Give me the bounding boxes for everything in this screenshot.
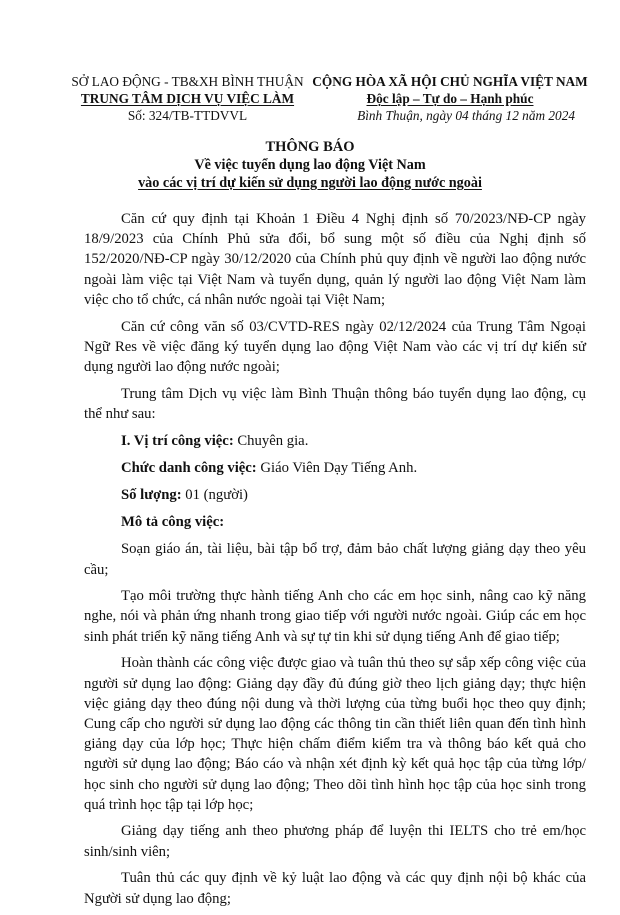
national-motto: [305, 90, 595, 107]
job-description-heading: [84, 512, 586, 532]
national-header: [305, 73, 595, 124]
job-title-value: Giáo Viên Dạy Tiếng Anh.: [256, 459, 418, 476]
document-title: [60, 138, 560, 192]
title-subject-line2-text: vào các vị trí dự kiến sử dụng người lao động nước ngoài: [138, 175, 482, 191]
job-title-label: Chức danh công việc:: [121, 459, 257, 476]
issuer-name-text: TRUNG TÂM DỊCH VỤ VIỆC LÀM: [80, 91, 295, 106]
quantity-label: Số lượng:: [121, 486, 182, 503]
description-item-5: Tuân thủ các quy định về kỷ luật lao động và các quy định nội bộ khác của Người sử dụng lao động;: [84, 870, 586, 907]
document-number: Số: 324/TB-TTDVVL: [127, 108, 248, 123]
issuer-block: [70, 73, 305, 124]
quantity-value: 01 (người): [181, 486, 248, 503]
issuer-parent: SỞ LAO ĐỘNG - TB&XH BÌNH THUẬN: [71, 74, 304, 89]
job-title-line: [84, 458, 586, 478]
issuer-name: [70, 90, 305, 107]
paragraph-legal-basis-2: Căn cứ công văn số 03/CVTD-RES ngày 02/12/2024 của Trung Tâm Ngoại Ngữ Res về việc đăng ký tuyển dụng lao động Việt Nam vào các vị trí dự kiến sử dụng người lao động nước ngoài;: [84, 318, 586, 375]
description-item-1: Soạn giáo án, tài liệu, bài tập bổ trợ, đảm bảo chất lượng giảng dạy theo yêu cầu;: [84, 541, 586, 578]
paragraph-legal-basis-1: Căn cứ quy định tại Khoản 1 Điều 4 Nghị định số 70/2023/NĐ-CP ngày 18/9/2023 của Chính Phủ sửa đổi, bổ sung một số điều của Nghị định số 152/2020/NĐ-CP ngày 30/12/2020 của Chính phủ quy định về người lao động nước ngoài làm việc tại Việt Nam và tuyển dụng, quản lý người lao động Việt Nam làm việc cho tổ chức, cá nhân nước ngoài tại Việt Nam;: [84, 211, 586, 308]
job-position-label: I. Vị trí công việc:: [121, 432, 234, 449]
paragraph-announcement: Trung tâm Dịch vụ việc làm Bình Thuận thông báo tuyển dụng lao động, cụ thể như sau:: [84, 385, 586, 422]
job-position-line: [84, 431, 586, 451]
quantity-line: [84, 485, 586, 505]
job-description-label: Mô tả công việc:: [121, 514, 225, 531]
job-position-value: Chuyên gia.: [233, 432, 309, 449]
description-item-3: Hoàn thành các công việc được giao và tuân thủ theo sự sắp xếp công việc của người sử dụng lao động: Giảng dạy đầy đủ đúng giờ theo lịch giảng dạy; thực hiện việc giảng dạy theo đúng nội dung và thời lượng của từng buổi học theo quy định; Cung cấp cho người sử dụng lao động các thông tin cần thiết liên quan đến tình hình giảng dạy của lớp học; Thực hiện chấm điểm kiểm tra và thông báo kết quả cho người sử dụng lao động; Báo cáo và nhận xét định kỳ kết quả học tập của từng lớp/ học sinh cho người sử dụng lao động; Theo dõi tình hình học tập của học sinh trong quá trình học tập tại lớp học;: [84, 655, 586, 813]
document-date: Bình Thuận, ngày 04 tháng 12 năm 2024: [357, 108, 575, 123]
national-motto-text: Độc lập – Tự do – Hạnh phúc: [366, 91, 534, 106]
description-item-2: Tạo môi trường thực hành tiếng Anh cho các em học sinh, nâng cao kỹ năng nghe, nói và phản ứng nhanh trong giao tiếp với người nước ngoài. Giúp các em học sinh phát triển kỹ năng tiếng Anh và sự tự tin khi sử dụng tiếng Anh để giao tiếp;: [84, 588, 586, 645]
title-subject-line1: Về việc tuyển dụng lao động Việt Nam: [194, 157, 426, 173]
national-title: CỘNG HÒA XÃ HỘI CHỦ NGHĨA VIỆT NAM: [312, 74, 588, 89]
title-subject-line2: [60, 174, 560, 192]
document-body: [84, 209, 586, 915]
description-item-4: Giảng dạy tiếng anh theo phương pháp để luyện thi IELTS cho trẻ em/học sinh/sinh viên;: [84, 823, 586, 860]
title-main: THÔNG BÁO: [265, 139, 355, 155]
